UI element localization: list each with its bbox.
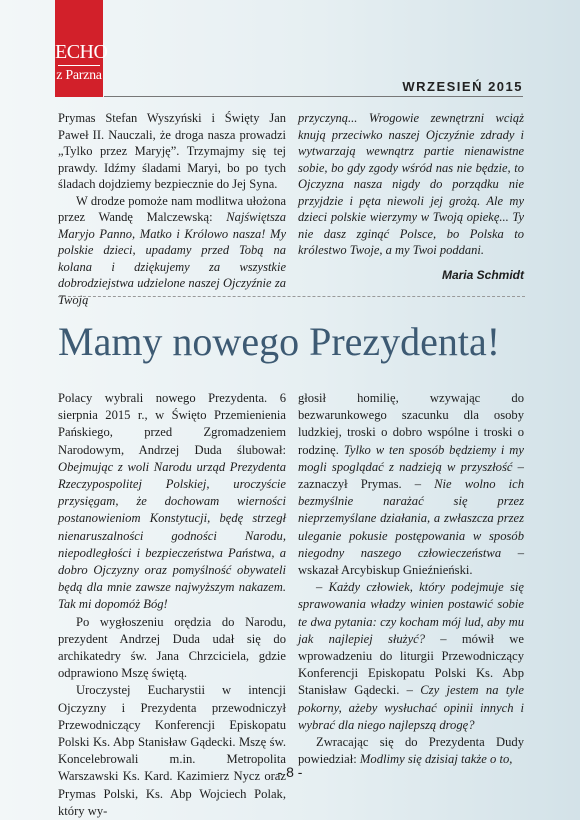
oath-intro: Polacy wybrali nowego Prezydenta. 6 sierpnia 2015 r., w Święto Przemienienia Pańskiego, przed Zgromadzeniem Narodowym, Andrzej Duda ślubował: (58, 391, 286, 457)
top-article-intro: Prymas Stefan Wyszyński i Święty Jan Paweł II. Nauczali, że droga nasza prowadzi „Tylko przez Maryję”. Trzymajmy się tej prawdy. Idźmy śladami Maryi, bo po tych śladach dojdziemy bezpiecznie do Jej Syna. (58, 111, 286, 191)
issue-date: WRZESIEŃ 2015 (402, 79, 523, 94)
main-article-right-column (298, 390, 524, 768)
liturgy-text: – mówił we wprowadzeniu do liturgii Przewodniczący Konferencji Episkopatu Polski Ks. Abp Stanisław Gądecki. (298, 631, 524, 698)
homily-text-a: głosił homilię, wzywając do bezwarunkowego szacunku dla osoby ludzkiej, troski o dobro wspólne i troski o rodzinę. (298, 391, 524, 457)
logo-place: z Parzna (56, 68, 102, 83)
cathedral-paragraph: Po wygłoszeniu orędzia do Narodu, prezydent Andrzej Duda udał się do archikatedry św. Jana Chrzciciela, gdzie odprawiono Mszę świętą. (58, 614, 286, 681)
magazine-logo (55, 0, 108, 97)
header-rule (104, 96, 523, 97)
page-number: - 8 - (277, 764, 303, 780)
main-article-left-column (58, 390, 286, 820)
prayer-intro-text: W drodze pomoże nam modlitwa ułożona przez Wandę Malczewską: (58, 193, 286, 224)
prayer-text-start: Najświętsza Maryjo Panno, Matko i Królowo nasza! My polskie dzieci, upadamy przed Tobą na kolana i dziękujemy za wszystkie dobrodziejstwa udzielone naszej Ojczyźnie za Twoją (58, 210, 286, 307)
liturgy-paragraph (298, 579, 524, 734)
prayer-text-continued: przyczyną... Wrogowie zewnętrzni wciąż knują przeciwko naszej Ojczyźnie zdrady i wytwarzają wewnątrz partie nienawistne sobie, bo gdy zgody wśród nas nie będzie, to Ojczyzna nasza nigdy do porządku nie przyjdzie i pęta niewoli jej grożą. Ale my dzieci polskie wierzymy w Twoją opiekę... Ty nie dasz zginąć Polsce, bo Polska to królestwo Twoje, a my Twoi poddani. (298, 111, 524, 257)
eucharist-paragraph: Uroczystej Eucharystii w intencji Ojczyzny i Prezydenta przewodniczył Przewodniczący Konferencji Episkopatu Polski Ks. Abp Stanisław Gądecki. Mszę św. Koncelebrowali m.in. Metropolita Warszawski Ks. Kard. Kazimierz Nycz oraz Prymas Polski, Ks. Abp Wojciech Polak, który wy- (58, 683, 286, 818)
homily-text-b: – zaznaczył Prymas. – (298, 459, 524, 492)
section-separator (58, 296, 525, 297)
liturgy-quote-b: – Czy jestem na tyle pokorny, ażeby wysłuchać opinii innych i wybrać dla niego najlepszą drogę? (298, 683, 524, 732)
top-article-prayer-intro (58, 193, 286, 309)
address-quote: Modlimy się dzisiaj także o to, (359, 752, 513, 767)
top-article-left-column (58, 110, 286, 308)
homily-quote-a: Tylko w ten sposób będziemy i my mogli spoglądać z nadzieją w przyszłość (298, 442, 524, 474)
homily-paragraph (298, 390, 524, 579)
logo-divider (58, 65, 100, 66)
address-text: Zwracając się do Prezydenta Dudy powiedział: (298, 735, 524, 767)
homily-text-c: – wskazał Arcybiskup Gnieźnieński. (298, 545, 524, 578)
homily-quote-b: Nie wolno ich bezmyślnie narażać się przez nieprzemyślane działania, a zwłaszcza przez uleganie pokusie postępowania w sposób niegodny naszego człowieczeństwa (298, 477, 524, 560)
article-author: Maria Schmidt (441, 268, 524, 282)
article-headline: Mamy nowego Prezydenta! (58, 319, 501, 364)
liturgy-quote-a: – Każdy człowiek, który podejmuje się sprawowania władzy winien postawić sobie te dwa pytania: czy kocham mój lud, aby mu jak najlepiej służyć? (298, 580, 524, 646)
oath-paragraph (58, 390, 286, 614)
oath-text: Obejmując z woli Narodu urząd Prezydenta Rzeczypospolitej Polskiej, uroczyście przysięgam, że dochowam wierności postanowieniom Konstytucji, będę strzegł nienaruszalności godności Narodu, niepodległości i bezpieczeństwa Państwa, a dobro Ojczyzny oraz pomyślność obywateli będą dla mnie zawsze najwyższym nakazem. Tak mi dopomóż Bóg! (58, 459, 286, 612)
top-article-right-column (298, 110, 524, 259)
logo-word: ECHO (55, 41, 108, 63)
